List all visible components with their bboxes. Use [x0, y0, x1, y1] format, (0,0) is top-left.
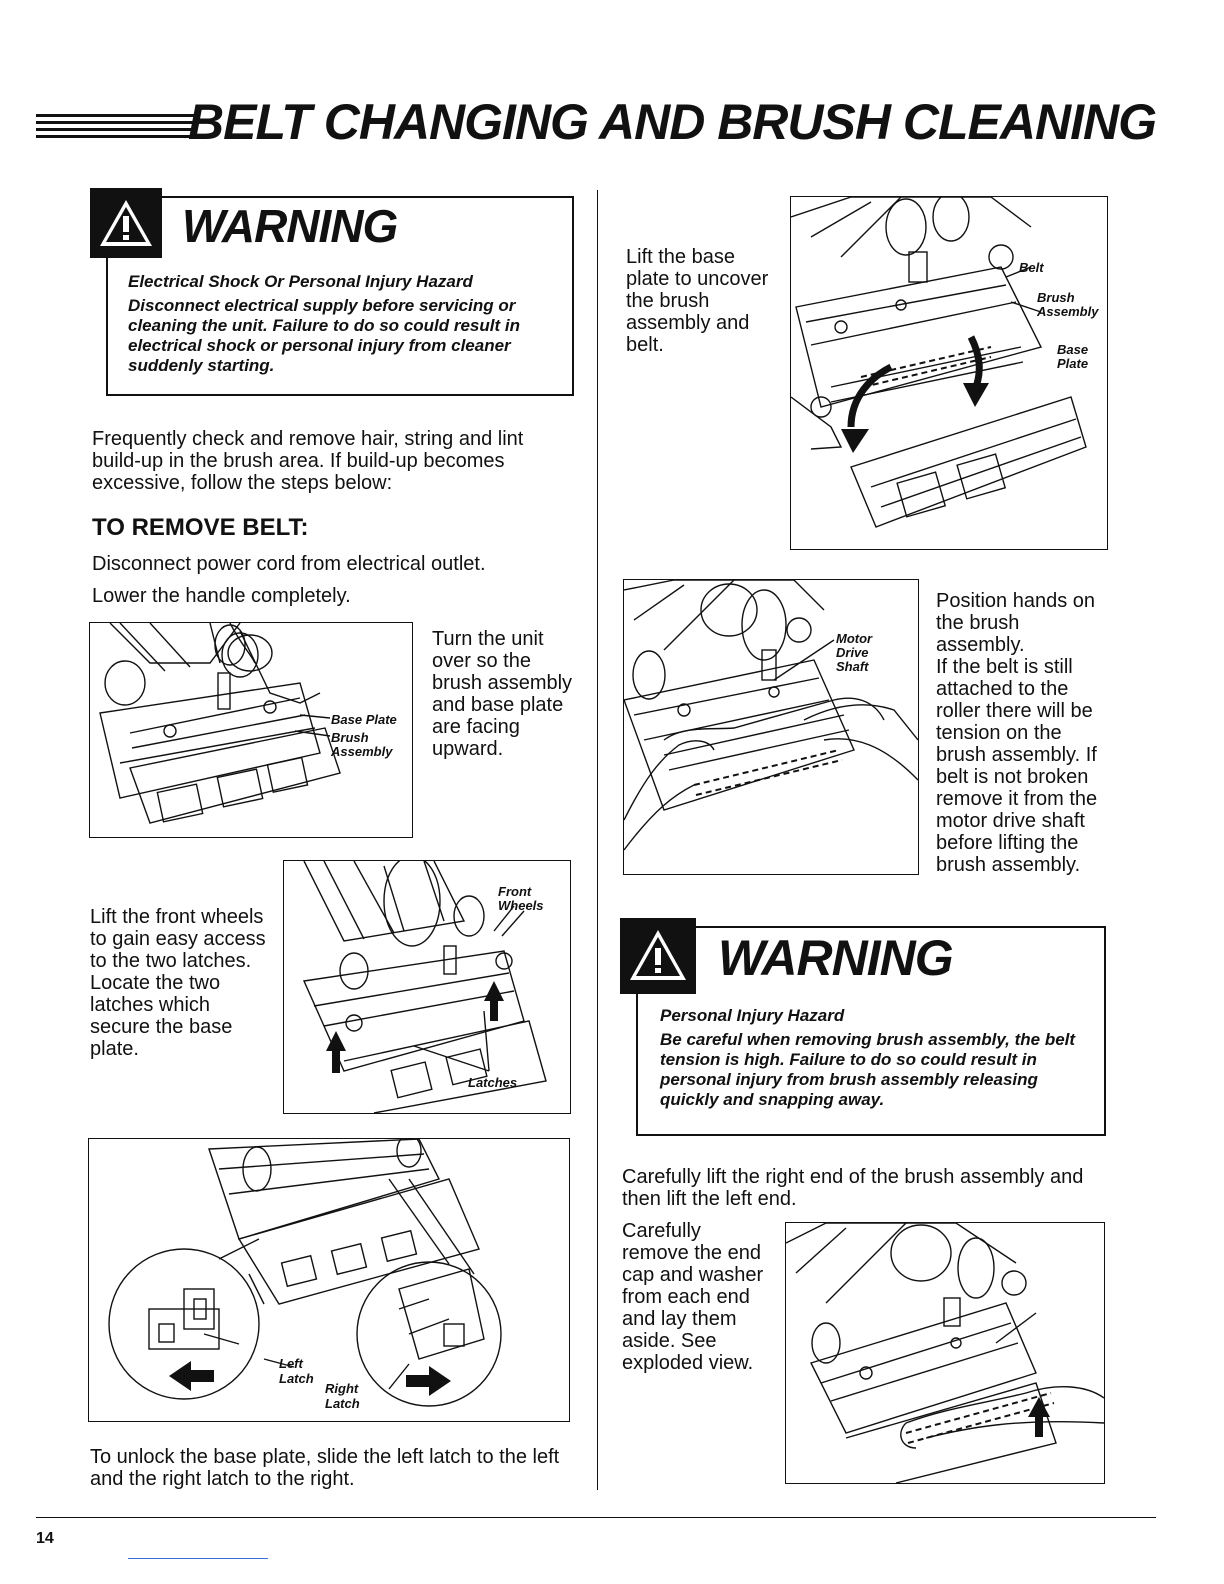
step-turn-unit: Turn the unit over so the brush assembly and base plate are facing upward.	[432, 628, 573, 760]
step-disconnect: Disconnect power cord from electrical outlet.	[92, 553, 486, 575]
warning-label-1: WARNING	[182, 200, 398, 252]
position-hands-text: Position hands on the brush assembly.	[936, 590, 1096, 656]
page-number: 14	[36, 1530, 54, 1547]
label-belt: Belt	[1019, 260, 1044, 275]
label-base: Base	[1057, 342, 1089, 357]
page-title: BELT CHANGING AND BRUSH CLEANING	[188, 94, 1156, 150]
warning-1-body: Disconnect electrical supply before servicing or cleaning the unit. Failure to do so could result in electrical shock or personal injury from cleaner suddenly starting.	[128, 296, 520, 375]
label-motor: Motor	[836, 631, 873, 646]
step-remove-end-cap: Carefully remove the end cap and washer from each end and lay them aside. See exploded view.	[622, 1220, 764, 1374]
label-right-latch: Latch	[325, 1396, 360, 1411]
label-left-latch: Latch	[279, 1371, 314, 1386]
figure-front-wheels-latches	[283, 860, 571, 1114]
label-base-plate: Base Plate	[331, 712, 397, 727]
warning-triangle-icon	[90, 188, 162, 258]
label-assembly-2: Assembly	[1037, 304, 1099, 319]
label-brush: Brush	[331, 730, 369, 745]
step-position-hands	[936, 590, 1106, 876]
figure-lift-brush	[785, 1222, 1105, 1484]
label-brush-2: Brush	[1037, 290, 1075, 305]
label-plate: Plate	[1057, 356, 1089, 371]
label-left: Left	[279, 1356, 303, 1371]
figure-vacuum-underside	[89, 622, 413, 838]
step-lift-front-wheels: Lift the front wheels to gain easy access to the two latches. Locate the two latches which secure the base plate.	[90, 906, 266, 1060]
figure-latch-unlock	[88, 1138, 570, 1422]
column-divider	[597, 190, 598, 1490]
warning-triangle-icon-2	[620, 918, 696, 994]
label-wheels: Wheels	[498, 898, 544, 913]
warning-2-subtitle: Personal Injury Hazard	[660, 1006, 845, 1025]
warning-1-subtitle: Electrical Shock Or Personal Injury Hazard	[128, 272, 473, 291]
warning-2-body: Be careful when removing brush assembly, the belt tension is high. Failure to do so could result in personal injury from brush assembly releasing quickly and snapping away.	[660, 1030, 1076, 1109]
label-latches: Latches	[468, 1075, 518, 1090]
label-front: Front	[498, 884, 532, 899]
remove-belt-heading: TO REMOVE BELT:	[92, 514, 309, 541]
step-lower-handle: Lower the handle completely.	[92, 585, 351, 607]
intro-text: Frequently check and remove hair, string and lint build-up in the brush area. If build-up becomes excessive, follow the steps below:	[92, 428, 524, 494]
label-assembly: Assembly	[331, 744, 393, 759]
label-right: Right	[325, 1381, 359, 1396]
warning-1-text	[128, 272, 558, 376]
footer-blue-line	[128, 1558, 268, 1559]
step-lift-base-plate: Lift the base plate to uncover the brush assembly and belt.	[626, 246, 769, 356]
footer-rule	[36, 1517, 1156, 1518]
belt-attached-text: If the belt is still attached to the roller there will be tension on the brush assembly. If belt is not broken remove it from the motor drive shaft before lifting the brush assembly.	[936, 656, 1098, 876]
warning-label-2: WARNING	[718, 930, 953, 986]
label-drive: Drive	[836, 645, 869, 660]
step-unlock-base-plate: To unlock the base plate, slide the left latch to the left and the right latch to the right.	[90, 1446, 560, 1490]
label-shaft: Shaft	[836, 659, 869, 674]
title-decoration-bars	[36, 112, 196, 142]
figure-hands-on-brush	[623, 579, 919, 875]
warning-2-text	[660, 1006, 1090, 1110]
figure-base-plate-removed	[790, 196, 1108, 550]
step-lift-right-end: Carefully lift the right end of the brush assembly and then lift the left end.	[622, 1166, 1084, 1210]
